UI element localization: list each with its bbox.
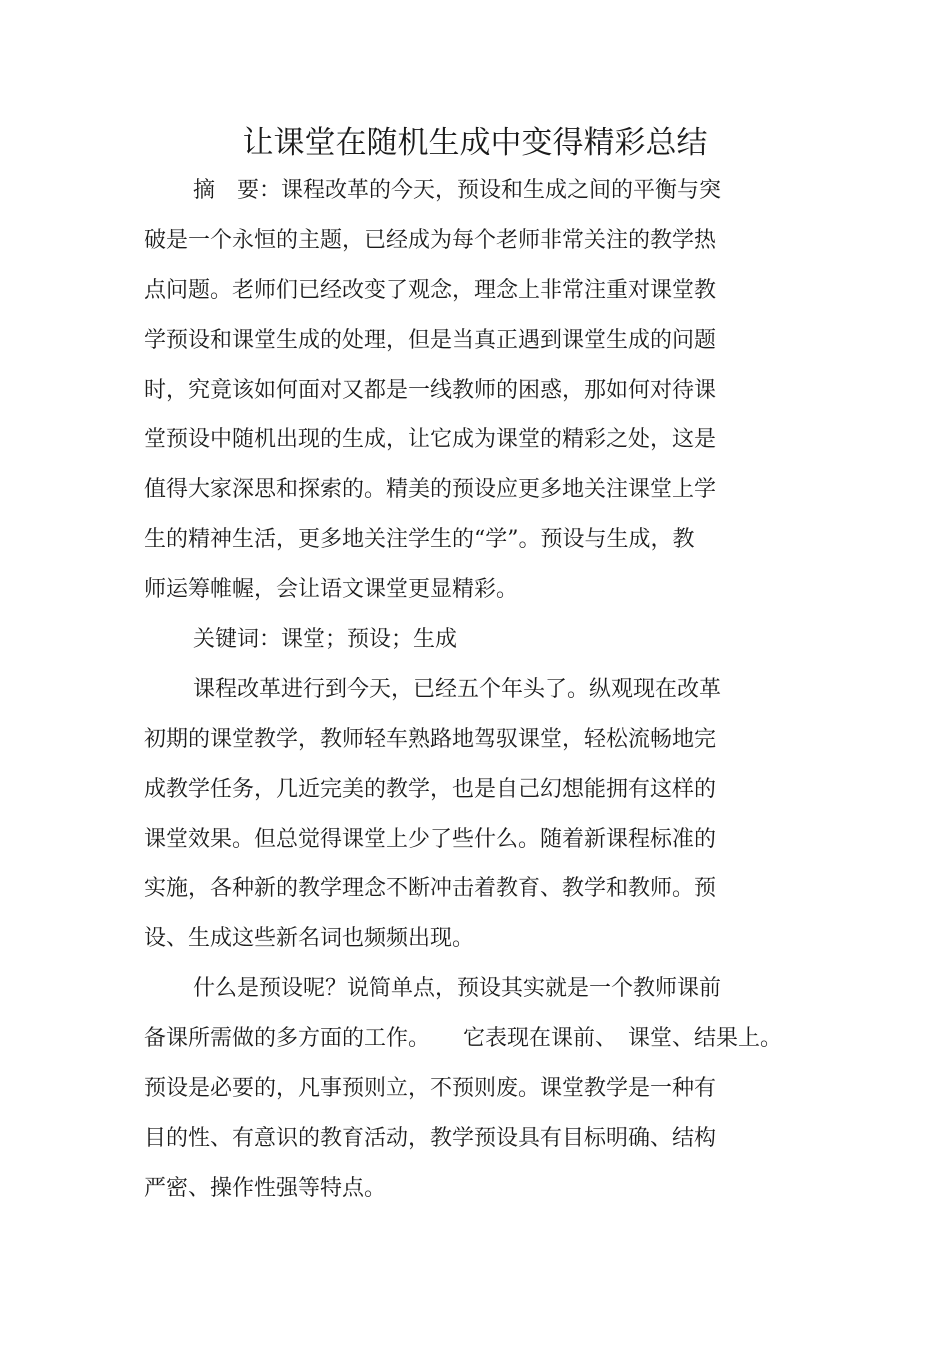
- body-line: 成教学任务，几近完美的教学，也是自己幻想能拥有这样的: [144, 777, 717, 802]
- abstract-line: 师运筹帷幄，会让语文课堂更显精彩。: [144, 577, 519, 602]
- body-line: 什么是预设呢？说简单点，预设其实就是一个教师课前: [193, 976, 722, 1001]
- abstract-line: 堂预设中随机出现的生成，让它成为课堂的精彩之处，这是: [144, 427, 717, 452]
- body-line: 课程改革进行到今天，已经五个年头了。纵观现在改革: [193, 677, 722, 702]
- abstract-line: 摘 要：课程改革的今天，预设和生成之间的平衡与突: [193, 178, 722, 203]
- body-line: 目的性、有意识的教育活动，教学预设具有目标明确、结构: [144, 1126, 717, 1151]
- body-line: 备课所需做的多方面的工作。 它表现在课前、 课堂、结果上。: [144, 1026, 783, 1051]
- abstract-line: 值得大家深思和探索的。精美的预设应更多地关注课堂上学: [144, 477, 717, 502]
- body-line: 预设是必要的，凡事预则立，不预则废。课堂教学是一种有: [144, 1076, 717, 1101]
- document-title: 让课堂在随机生成中变得精彩总结: [242, 125, 708, 161]
- abstract-line: 学预设和课堂生成的处理，但是当真正遇到课堂生成的问题: [144, 328, 717, 353]
- body-line: 实施，各种新的教学理念不断冲击着教育、教学和教师。预: [144, 876, 717, 901]
- abstract-line: 点问题。老师们已经改变了观念，理念上非常注重对课堂教: [144, 278, 717, 303]
- abstract-line: 生的精神生活，更多地关注学生的“学”。预设与生成，教: [144, 527, 695, 552]
- body-line: 设、生成这些新名词也频频出现。: [144, 926, 475, 951]
- abstract-line: 破是一个永恒的主题，已经成为每个老师非常关注的教学热: [144, 228, 717, 253]
- abstract-line: 时，究竟该如何面对又都是一线教师的困惑，那如何对待课: [144, 378, 717, 403]
- body-line: 初期的课堂教学，教师轻车熟路地驾驭课堂，轻松流畅地完: [144, 727, 717, 752]
- body-line: 课堂效果。但总觉得课堂上少了些什么。随着新课程标准的: [144, 827, 717, 852]
- body-line: 严密、操作性强等特点。: [144, 1176, 387, 1201]
- keywords-line: 关键词：课堂；预设；生成: [193, 627, 458, 652]
